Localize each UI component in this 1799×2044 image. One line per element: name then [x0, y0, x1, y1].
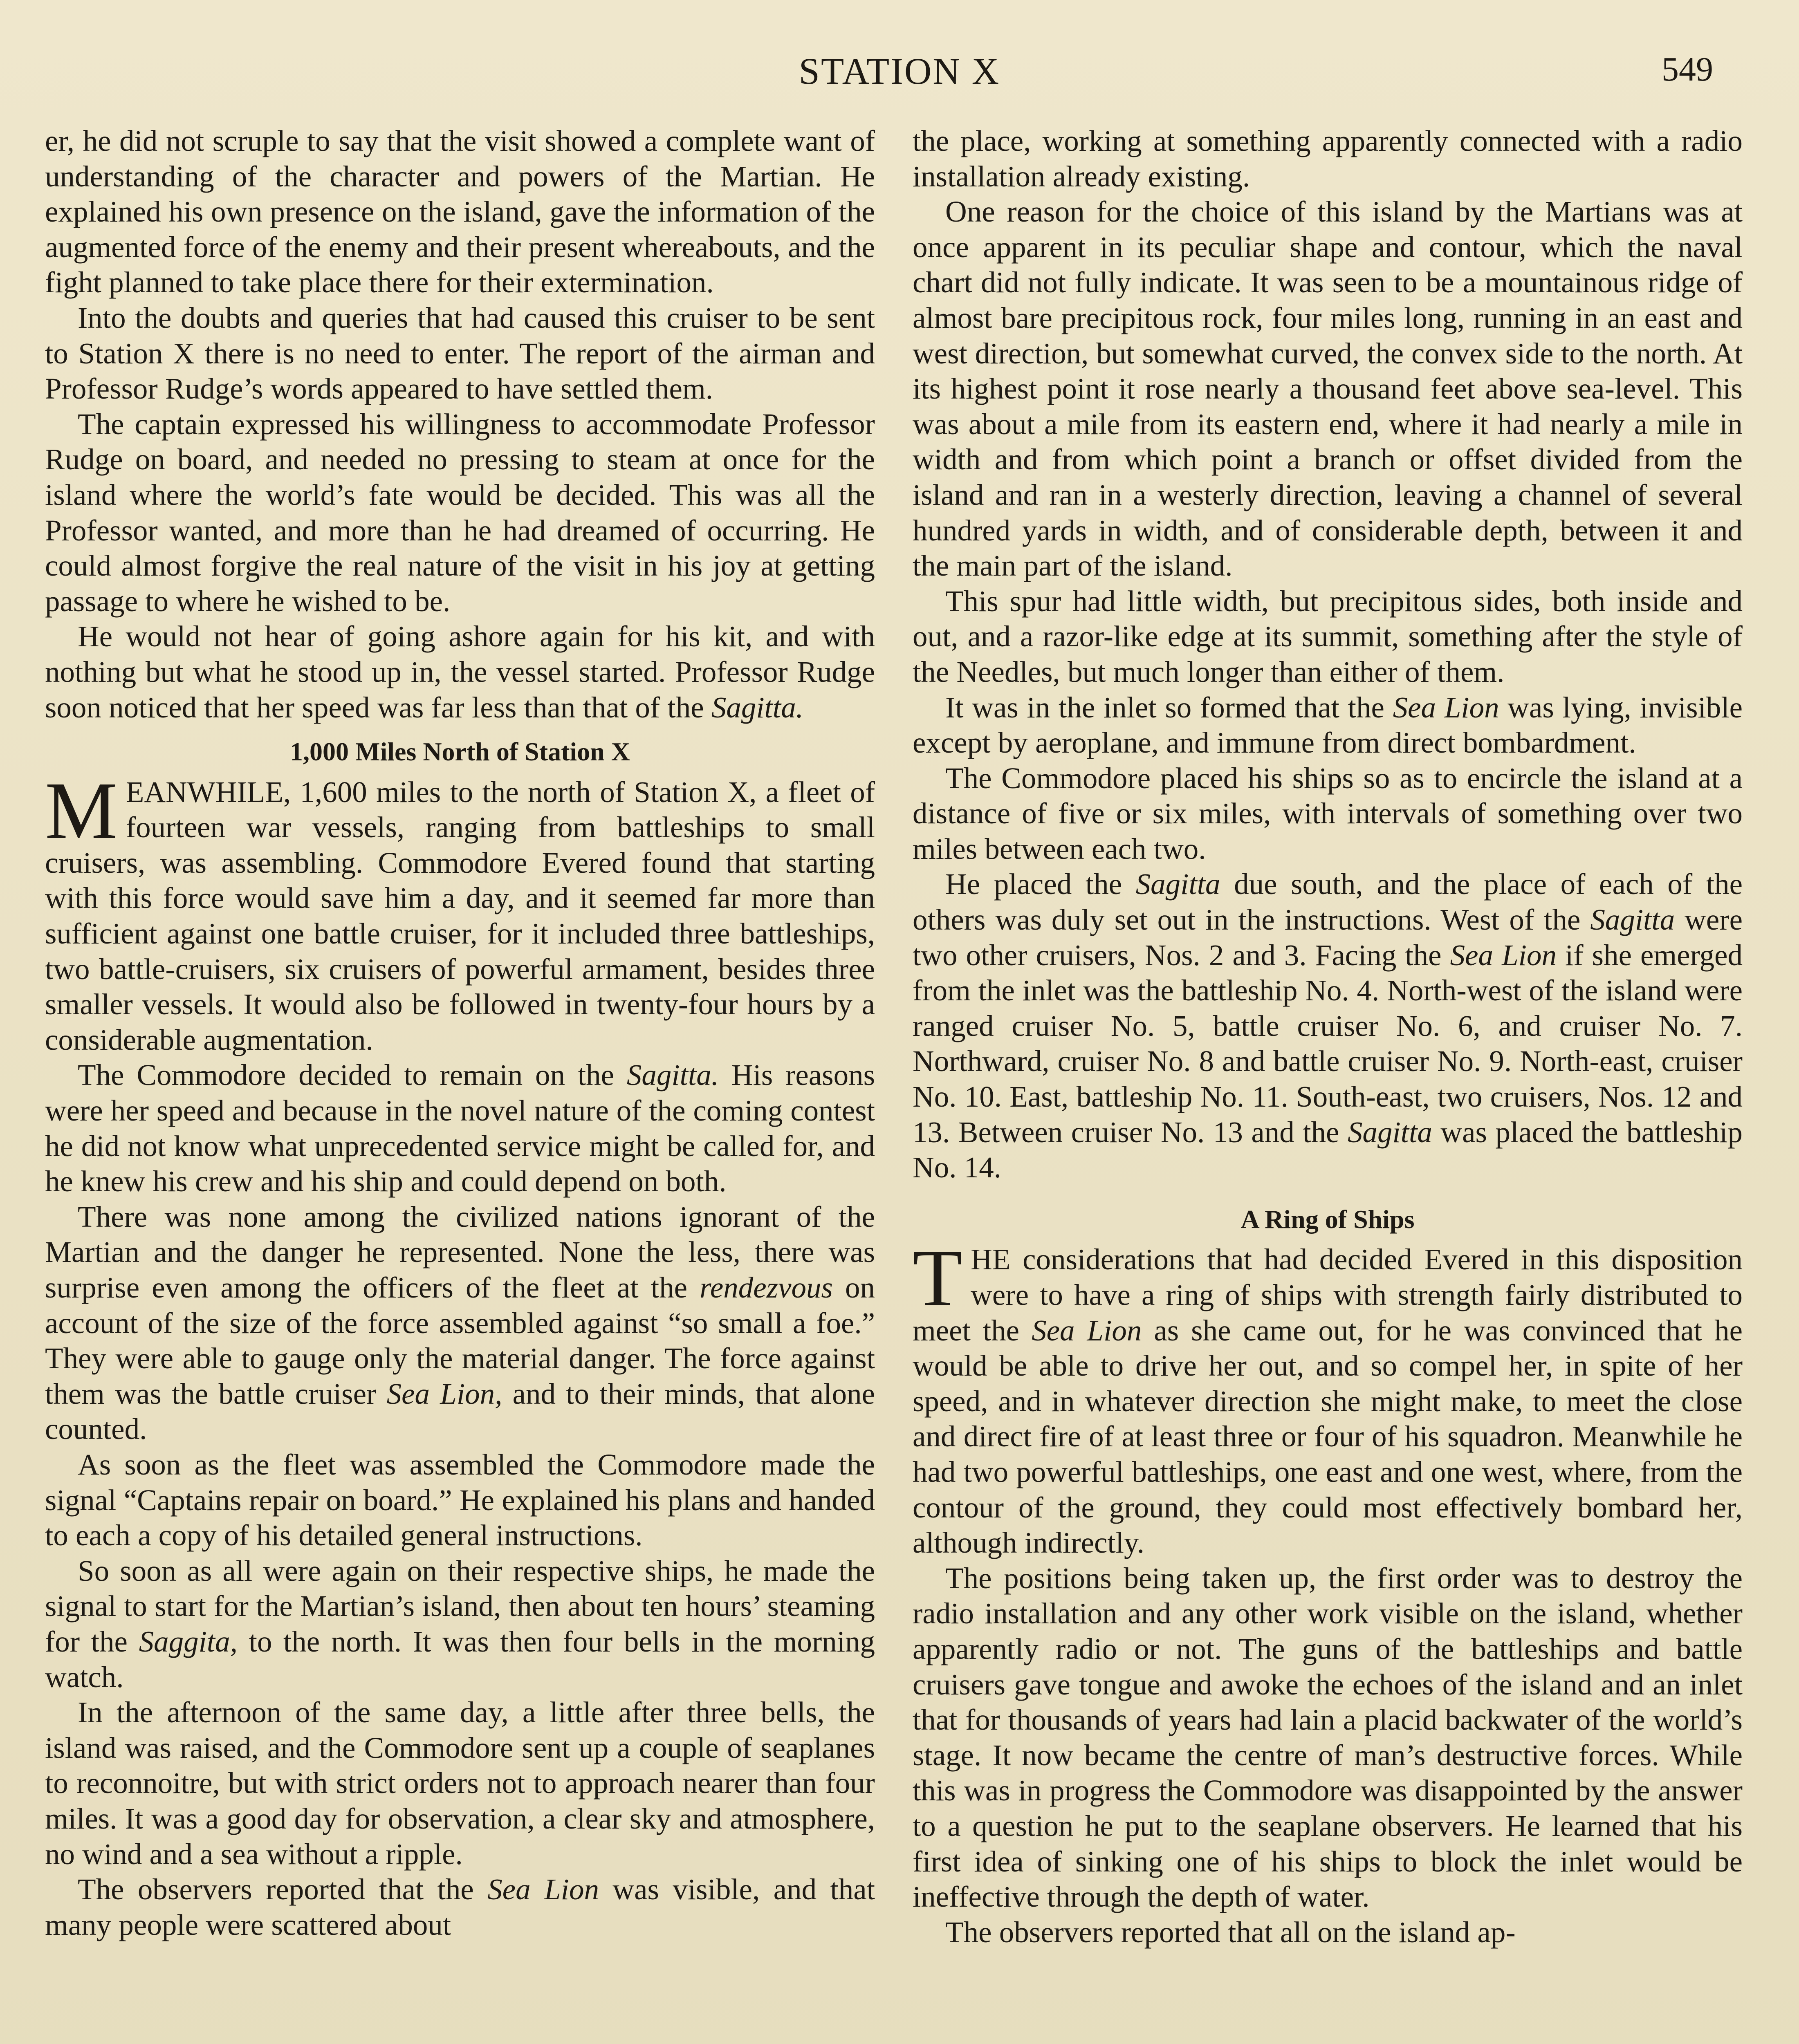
paragraph: er, he did not scruple to say that the visit showed a complete want of understanding of the character and powers of the Martian. He explained his own presence on the island, gave the information of the augmented force of the enemy and their present whereabouts, and the fight planned to take place there for their extermination. — [45, 124, 875, 299]
paragraph: The positions being taken up, the first order was to destroy the radio installation and any other work visible on the island, whether apparently radio or not. The guns of the battleships and battle cruisers gave tongue and awoke the echoes of the island and an inlet that for thousands of years had lain a placid backwater of the world’s stage. It now became the centre of man’s destructive forces. While this was in progress the Commodore was disappointed by the answer to a question he put to the seaplane observers. He learned that his first idea of sinking one of his ships to block the inlet would be ineffective through the depth of water. — [913, 1561, 1743, 1914]
paragraph: The observers reported that all on the island ap- — [945, 1915, 1516, 1949]
paragraph: So soon as all were again on their respective ships, he made the signal to start for the Martian’s island, then about ten hours’ steaming for the Saggita, to the north. It was then four bells in the morning watch. — [45, 1554, 875, 1694]
page-number: 549 — [1662, 50, 1713, 88]
paragraph: The Commodore decided to remain on the Sagitta. His reasons were her speed and because in the novel nature of the coming contest he did not know what unprecedented service might be called for, and he knew his crew and his ship and could depend on both. — [45, 1058, 875, 1198]
right-column — [913, 123, 1743, 1950]
drop-cap: T — [913, 1233, 963, 1324]
paragraph: He placed the Sagitta due south, and the place of each of the others was duly set out in the instructions. West of the Sagitta were two other cruisers, Nos. 2 and 3. Facing the Sea Lion if she emerged from the inlet was the battleship No. 4. North-west of the island were ranged cruiser No. 5, battle cruiser No. 6, and cruiser No. 7. Northward, cruiser No. 8 and battle cruiser No. 9. North-east, cruiser No. 10. East, battleship No. 11. South-east, two cruisers, Nos. 12 and 13. Between cruiser No. 13 and the Sagitta was placed the battleship No. 14. — [913, 867, 1743, 1184]
paragraph: The captain expressed his willingness to accommodate Professor Rudge on board, and needed no pressing to steam at once for the island where the world’s fate would be decided. This was all the Professor wanted, and more than he had dreamed of occurring. He could almost forgive the real nature of the visit in his joy at getting passage to where he wished to be. — [45, 407, 875, 618]
paragraph: The Commodore placed his ships so as to encircle the island at a distance of five or six miles, with intervals of something over two miles between each two. — [913, 761, 1743, 865]
paragraph: This spur had little width, but precipitous sides, both inside and out, and a razor-like edge at its summit, something after the style of the Needles, but much longer than either of them. — [913, 584, 1743, 688]
paragraph: There was none among the civilized nations ignorant of the Martian and the danger he represented. None the less, there was surprise even among the officers of the fleet at the rendezvous on account of the size of the force assembled against “so small a foe.” They were able to gauge only the material danger. The force against them was the battle cruiser Sea Lion, and to their minds, that alone counted. — [45, 1200, 875, 1446]
paragraph: He would not hear of going ashore again for his kit, and with nothing but what he stood up in, the vessel started. Professor Rudge soon noticed that her speed was far less than that of the Sagitta. — [45, 620, 875, 724]
paragraph: MEANWHILE, 1,600 miles to the north of Station X, a fleet of fourteen war vessels, ranging from battleships to small cruisers, was assembling. Commodore Evered found that starting with this force would save him a day, and it seemed far more than sufficient against one battle cruiser, for it included three battleships, two battle-cruisers, six cruisers of powerful armament, besides three smaller vessels. It would also be followed in twenty-four hours by a considerable augmentation. — [45, 765, 875, 1056]
section-subheading: 1,000 Miles North of Station X — [290, 737, 630, 766]
paragraph: Into the doubts and queries that had caused this cruiser to be sent to Station X there is no need to enter. The report of the airman and Professor Rudge’s words appeared to have settled them. — [45, 301, 875, 406]
paragraph: One reason for the choice of this island by the Martians was at once apparent in its peculiar shape and contour, which the naval chart did not fully indicate. It was seen to be a mountainous ridge of almost bare precipitous rock, four miles long, running in an east and west direction, but somewhat curved, the convex side to the north. At its highest point it rose nearly a thousand feet above sea-level. This was about a mile from its eastern end, where it had nearly a mile in width and from which point a branch or offset divided from the island and ran in a westerly direction, leaving a channel of several hundred yards in width, and of considerable depth, between it and the main part of the island. — [913, 195, 1743, 583]
paragraph: It was in the inlet so formed that the Sea Lion was lying, invisible except by aeroplane, and immune from direct bombardment. — [913, 690, 1743, 760]
section-subheading: A Ring of Ships — [1240, 1204, 1415, 1234]
drop-cap: M — [45, 765, 118, 856]
paragraph: In the afternoon of the same day, a little after three bells, the island was raised, and the Commodore sent up a couple of seaplanes to reconnoitre, but with strict orders not to approach nearer than four miles. It was a good day for observation, a clear sky and atmosphere, no wind and a sea without a ripple. — [45, 1696, 875, 1871]
running-header-title: STATION X — [799, 50, 1000, 92]
paragraph: As soon as the fleet was assembled the Commodore made the signal “Captains repair on board.” He explained his plans and handed to each a copy of his detailed general instructions. — [45, 1448, 875, 1552]
left-column — [45, 123, 875, 1943]
paragraph: The observers reported that the Sea Lion was visible, and that many people were scattered about — [45, 1873, 875, 1941]
paragraph: THE considerations that had decided Evered in this disposition were to have a ring of ships with strength fairly distributed to meet the Sea Lion as she came out, for he was convinced that he would be able to drive her out, and so compel her, in spite of her speed, and in whatever direction she might make, to meet the close and direct fire of at least three or four of his squadron. Meanwhile he had two powerful battleships, one east and one west, where, from the contour of the ground, they could most effectively bombard her, although indirectly. — [913, 1233, 1743, 1560]
paragraph: the place, working at something apparently connected with a radio installation already existing. — [913, 124, 1743, 193]
